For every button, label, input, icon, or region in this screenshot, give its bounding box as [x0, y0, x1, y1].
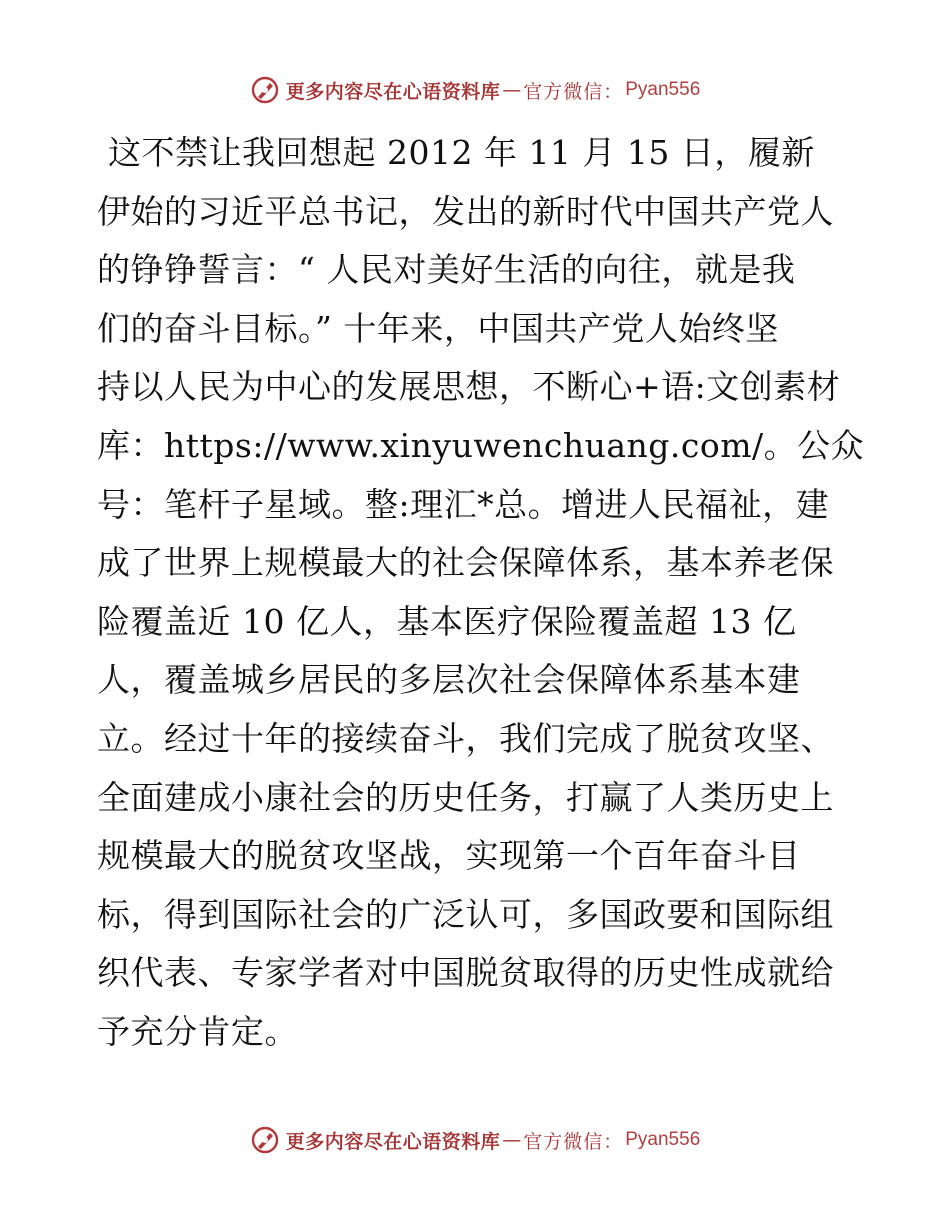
- body-line: 标，得到国际社会的广泛认可，多国政要和国际组: [97, 894, 834, 934]
- footer-wechat-label: 官方微信：: [523, 1130, 624, 1153]
- body-line: 规模最大的脱贫攻坚战，实现第一个百年奋斗目: [97, 836, 801, 876]
- document-body: [97, 124, 865, 1062]
- body-line: 号：笔杆子星域。整:理汇*总。增进人民福祉，建: [97, 484, 830, 524]
- pen-logo-icon: [250, 75, 280, 105]
- header-wechat-id: Pyan556: [625, 79, 701, 100]
- footer-wechat-id: Pyan556: [625, 1129, 701, 1150]
- body-line: 人，覆盖城乡居民的多层次社会保障体系基本建: [97, 660, 801, 700]
- footer-banner: [0, 1120, 950, 1160]
- body-line: 予充分肯定。: [97, 1011, 298, 1051]
- body-line: 这不禁让我回想起 2012 年 11 月 15 日，履新: [97, 133, 815, 172]
- body-line: 成了世界上规模最大的社会保障体系，基本养老保: [97, 543, 834, 583]
- header-wechat-label: 官方微信：: [523, 80, 624, 103]
- body-line: 险覆盖近 10 亿人，基本医疗保险覆盖超 13 亿: [97, 601, 797, 641]
- body-line: 库：https://www.xinyuwenchuang.com/。公众: [97, 425, 865, 465]
- body-line: 立。经过十年的接续奋斗，我们完成了脱贫攻坚、: [97, 718, 834, 758]
- footer-dash: —: [502, 1129, 522, 1151]
- header-banner: [0, 70, 950, 110]
- footer-brand-text: 更多内容尽在心语资料库: [285, 1130, 501, 1153]
- body-line: 持以人民为中心的发展思想，不断心+语:文创素材: [97, 367, 841, 407]
- body-line: 的铮铮誓言：“ 人民对美好生活的向往，就是我: [97, 250, 796, 290]
- body-line: 全面建成小康社会的历史任务，打赢了人类历史上: [97, 777, 834, 817]
- pen-logo-icon: [250, 1125, 280, 1155]
- body-line: 们的奋斗目标。” 十年来，中国共产党人始终坚: [97, 308, 779, 348]
- body-line: 织代表、专家学者对中国脱贫取得的历史性成就给: [97, 953, 834, 993]
- header-brand-text: 更多内容尽在心语资料库: [285, 80, 501, 103]
- header-dash: —: [502, 79, 522, 101]
- body-line: 伊始的习近平总书记，发出的新时代中国共产党人: [97, 191, 834, 231]
